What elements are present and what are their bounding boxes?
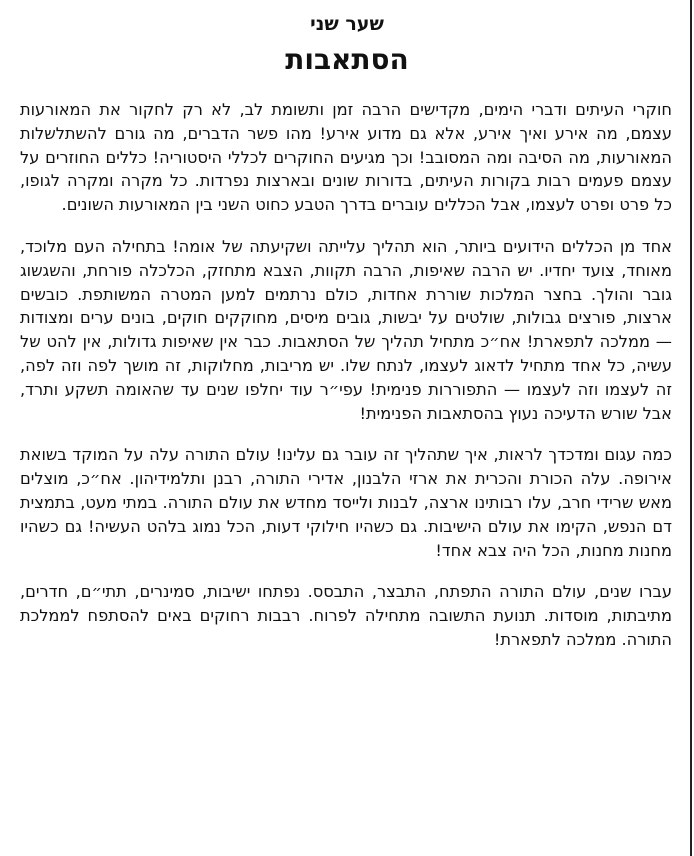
paragraph-4: עברו שנים, עולם התורה התפתח, התבצר, התבסס. נפתחו ישיבות, סמינרים, תתי״ם, חדרים, מתיבתות, מוסדות. תנועת התשובה מתחילה לפרוח. רבבות רחוקים באים להסתפח לממלכת התורה. ממלכה לתפארת! [20, 582, 672, 649]
section-label: שער שני [310, 13, 384, 35]
paragraph-1: חוקרי העיתים ודברי הימים, מקדישים הרבה זמן ותשומת לב, לא רק לחקור את המאורעות עצמם, מה אירע ואיך אירע, אלא גם מדוע אירע! מהו פשר הדברים, מה גורם להשתלשלות המאורעות, מה הסיבה ומה המסובב! וכך מגיעים החוקרים לכללי היסטוריה! כללים החוזרים על עצמם פעמים רבות בקורות העיתים, בדורות שונים ובארצות נפרדות. כל מקרה ומקרה לגופו, כל פרט ופרט לעצמו, אבל הכללים עוברים בדרך הטבע כחוט השני בין המאורעות השונים. [20, 100, 672, 215]
body-text [14, 98, 680, 652]
paragraph-3: כמה עגום ומדכדך לראות, איך שתהליך זה עובר גם עלינו! עולם התורה עלה על המוקד בשואת אירופה. עלה הכורת והכרית את ארזי הלבנון, אדירי התורה, רבנן ותלמידיהון. אח״כ, מוצלים מאש שרידי חרב, עלו רבותינו ארצה, לבנות ולייסד מחדש את עולם התורה. במתי מעט, בתמצית דם הנפש, הקימו את עולם הישיבות. גם כשהיו חילוקי דעות, הכל נמוג בלהט העשיה! גם כשהיו מחנות מחנות, הכל היה צבא אחד! [20, 445, 672, 560]
paragraph-2: אחד מן הכללים הידועים ביותר, הוא תהליך עלייתה ושקיעתה של אומה! בתחילה העם מלוכד, מאוחד, צועד יחדיו. יש הרבה שאיפות, הרבה תקוות, הצבא מתחזק, הכלכלה פורחת, והשגשוג גובר והולך. בחצר המלכות שוררת אחדות, כולם נרתמים למען המטרה המשותפת. כובשים ארצות, פורצים גבולות, שולטים על יבשות, גובים מיסים, מחוקקים חוקים, בונים ערים ומצודות — ממלכה לתפארת! אח״כ מתחיל תהליך של הסתאבות. כבר אין שאיפות גדולות, אין להט של עשיה, כל אחד מתחיל לדאוג לעצמו, לנתח שלו. יש מריבות, מחלוקות, זה מושך לפה וזה לפה, זה לעצמו וזה לעצמו — התפוררות פנימית! עפי״ר עוד יחלפו שנים עד שהאומה תשקע ותרד, אבל שורש הדעיכה נעוץ בהסתאבות הפנימית! [20, 236, 672, 423]
chapter-title: הסתאבות [285, 43, 409, 76]
page-edge-rule [690, 0, 692, 856]
